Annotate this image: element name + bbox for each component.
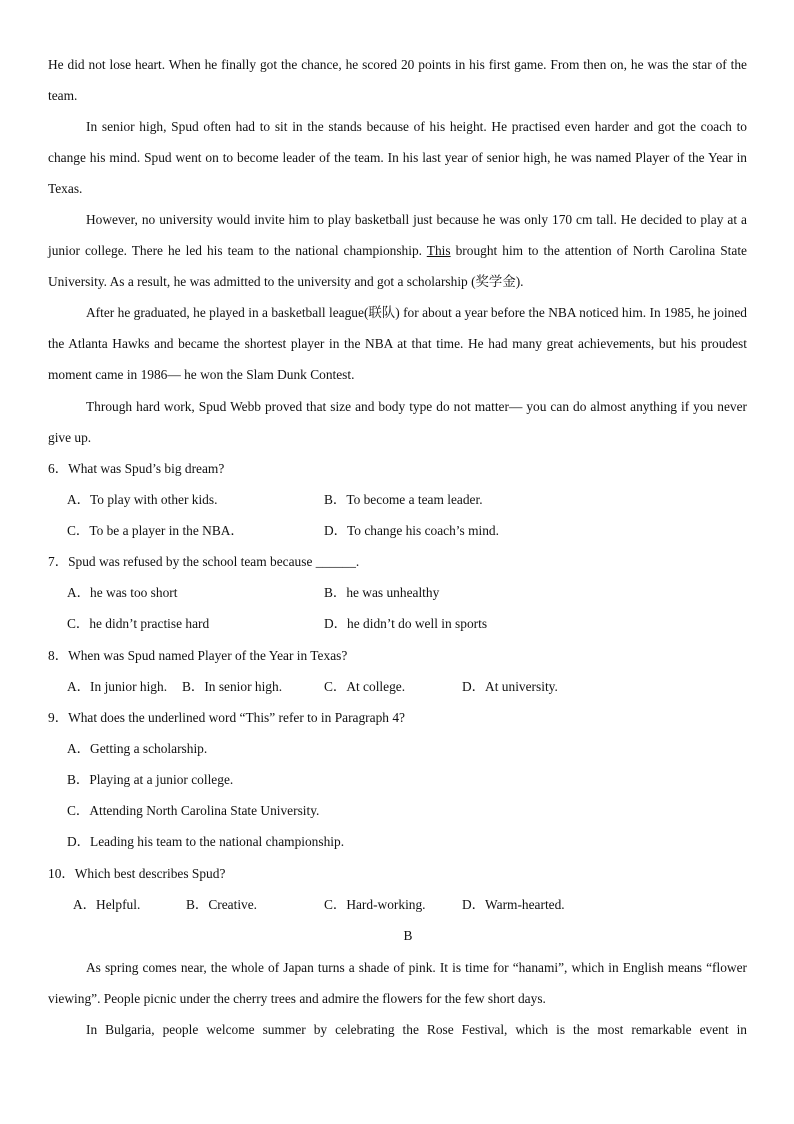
passage-paragraph-3: [48, 204, 747, 298]
question-10-stem: 10．Which best describes Spud?: [48, 866, 226, 881]
question-9-option-b[interactable]: B．Playing at a junior college.: [67, 772, 234, 787]
paragraph-3-text-after: brought him to the attention of North Carolina State University. As a result, he was admitted to the university and got a scholarship (奖学金).: [48, 243, 747, 290]
question-7-stem: 7．Spud was refused by the school team because ______.: [48, 554, 360, 569]
question-10-option-c[interactable]: C．Hard-working.: [324, 897, 426, 912]
section-b-paragraph-2: In Bulgaria, people welcome summer by celebrating the Rose Festival, which is the most remarkable event in: [86, 1022, 747, 1037]
section-b-heading: B: [403, 928, 413, 943]
passage-paragraph-5: Through hard work, Spud Webb proved that size and body type do not matter— you can do almost anything if you never give up.: [48, 399, 747, 446]
question-6-option-b[interactable]: B．To become a team leader.: [324, 492, 483, 507]
question-8-option-d[interactable]: D．At university.: [462, 679, 558, 694]
question-6-stem: 6．What was Spud’s big dream?: [48, 461, 225, 476]
question-9-stem: 9．What does the underlined word “This” refer to in Paragraph 4?: [48, 710, 405, 725]
question-7-option-d[interactable]: D．he didn’t do well in sports: [324, 616, 488, 631]
question-8-option-b[interactable]: B．In senior high.: [182, 679, 283, 694]
question-7-option-b[interactable]: B．he was unhealthy: [324, 585, 440, 600]
question-8-option-a[interactable]: A．In junior high.: [67, 679, 168, 694]
paragraph-3-text-before: However, no university would invite him to play basketball just because he was only 170 cm tall. He decided to play at a junior college. There he led his team to the national championship.: [48, 212, 747, 259]
question-6-option-d[interactable]: D．To change his coach’s mind.: [324, 523, 499, 538]
question-7-option-c[interactable]: C．he didn’t practise hard: [67, 616, 210, 631]
question-6-option-a[interactable]: A．To play with other kids.: [67, 492, 218, 507]
question-10-option-d[interactable]: D．Warm-hearted.: [462, 897, 565, 912]
passage-paragraph-1: He did not lose heart. When he finally got the chance, he scored 20 points in his first game. From then on, he was the star of the team.: [48, 57, 747, 104]
question-8-option-c[interactable]: C．At college.: [324, 679, 406, 694]
underlined-word-this: This: [426, 243, 451, 259]
section-b-paragraph-1: As spring comes near, the whole of Japan turns a shade of pink. It is time for “hanami”, which in English means “flower viewing”. People picnic under the cherry trees and admire the flowers for the few short days.: [48, 960, 747, 1007]
question-7-option-a[interactable]: A．he was too short: [67, 585, 178, 600]
question-10-option-a[interactable]: A．Helpful.: [73, 897, 141, 912]
passage-paragraph-4: After he graduated, he played in a basketball league(联队) for about a year before the NBA noticed him. In 1985, he joined the Atlanta Hawks and became the shortest player in the NBA at that time. He had many great achievements, but his proudest moment came in 1986— he won the Slam Dunk Contest.: [48, 305, 747, 383]
question-8-stem: 8．When was Spud named Player of the Year in Texas?: [48, 648, 348, 663]
question-6-option-c[interactable]: C．To be a player in the NBA．: [67, 523, 244, 538]
question-9-option-d[interactable]: D．Leading his team to the national championship.: [67, 834, 345, 849]
question-9-option-a[interactable]: A．Getting a scholarship.: [67, 741, 208, 756]
passage-paragraph-2: In senior high, Spud often had to sit in the stands because of his height. He practised even harder and got the coach to change his mind. Spud went on to become leader of the team. In his last year of senior high, he was named Player of the Year in Texas.: [48, 119, 747, 197]
question-9-option-c[interactable]: C．Attending North Carolina State University.: [67, 803, 320, 818]
question-10-option-b[interactable]: B．Creative.: [186, 897, 258, 912]
